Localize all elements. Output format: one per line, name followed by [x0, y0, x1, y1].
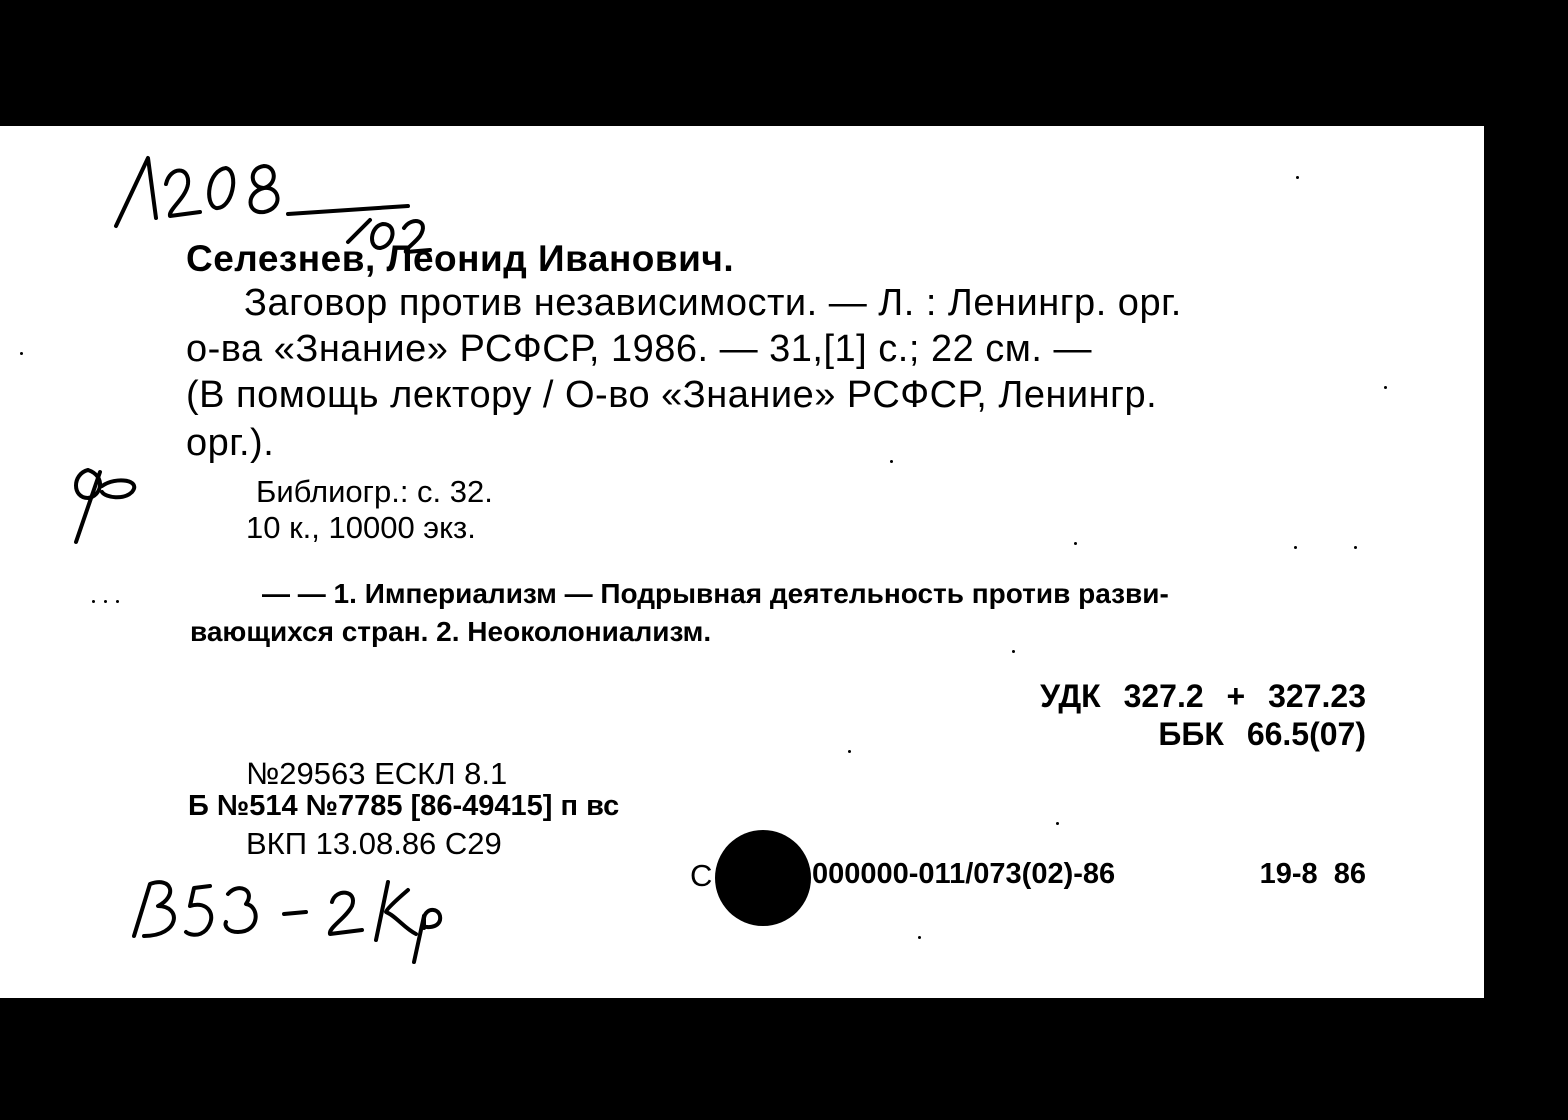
speck [848, 750, 851, 753]
subject-line: — — 1. Империализм — Подрывная деятельность против разви- [262, 578, 1169, 609]
description-line: (В помощь лектору / О-во «Знание» РСФСР, Ленингр. [186, 374, 1158, 416]
speck [116, 600, 119, 603]
speck [890, 460, 893, 463]
speck [1074, 542, 1077, 545]
speck [104, 600, 107, 603]
handwritten-bottom-note [124, 866, 494, 966]
speck [20, 352, 23, 355]
description-line: орг.). [186, 422, 275, 464]
udk-code: УДК 327.2 + 327.23 [1040, 678, 1366, 714]
speck [918, 936, 921, 939]
speck [1296, 176, 1299, 179]
index-prefix: С [690, 858, 713, 893]
tech-line: №29563 ЕСКЛ 8.1 [246, 756, 508, 791]
description-line: о-ва «Знание» РСФСР, 1986. — 31,[1] с.; 22 см. — [186, 328, 1093, 370]
handwritten-margin-mark [66, 462, 146, 547]
bbk-code: ББК 66.5(07) [1158, 716, 1366, 752]
catalog-card [0, 126, 1484, 998]
price-run-note: 10 к., 10000 экз. [246, 510, 476, 545]
index-suffix: 19-8 86 [1259, 858, 1366, 890]
speck [1354, 546, 1357, 549]
speck [1056, 822, 1059, 825]
punch-hole [715, 830, 811, 926]
bibliography-note: Библиогр.: с. 32. [256, 474, 493, 509]
speck [1294, 546, 1297, 549]
description-line: Заговор против независимости. — Л. : Ленингр. орг. [244, 282, 1182, 324]
index-code: 000000-011/073(02)-86 [812, 858, 1116, 890]
tech-line: Б №514 №7785 [86-49415] п вс [188, 790, 620, 822]
speck [1012, 650, 1015, 653]
tech-line: ВКП 13.08.86 С29 [246, 826, 502, 861]
speck [92, 600, 95, 603]
author-heading: Селезнев, Леонид Иванович. [186, 238, 735, 279]
subject-line: вающихся стран. 2. Неоколониализм. [190, 616, 712, 647]
speck [1384, 386, 1387, 389]
